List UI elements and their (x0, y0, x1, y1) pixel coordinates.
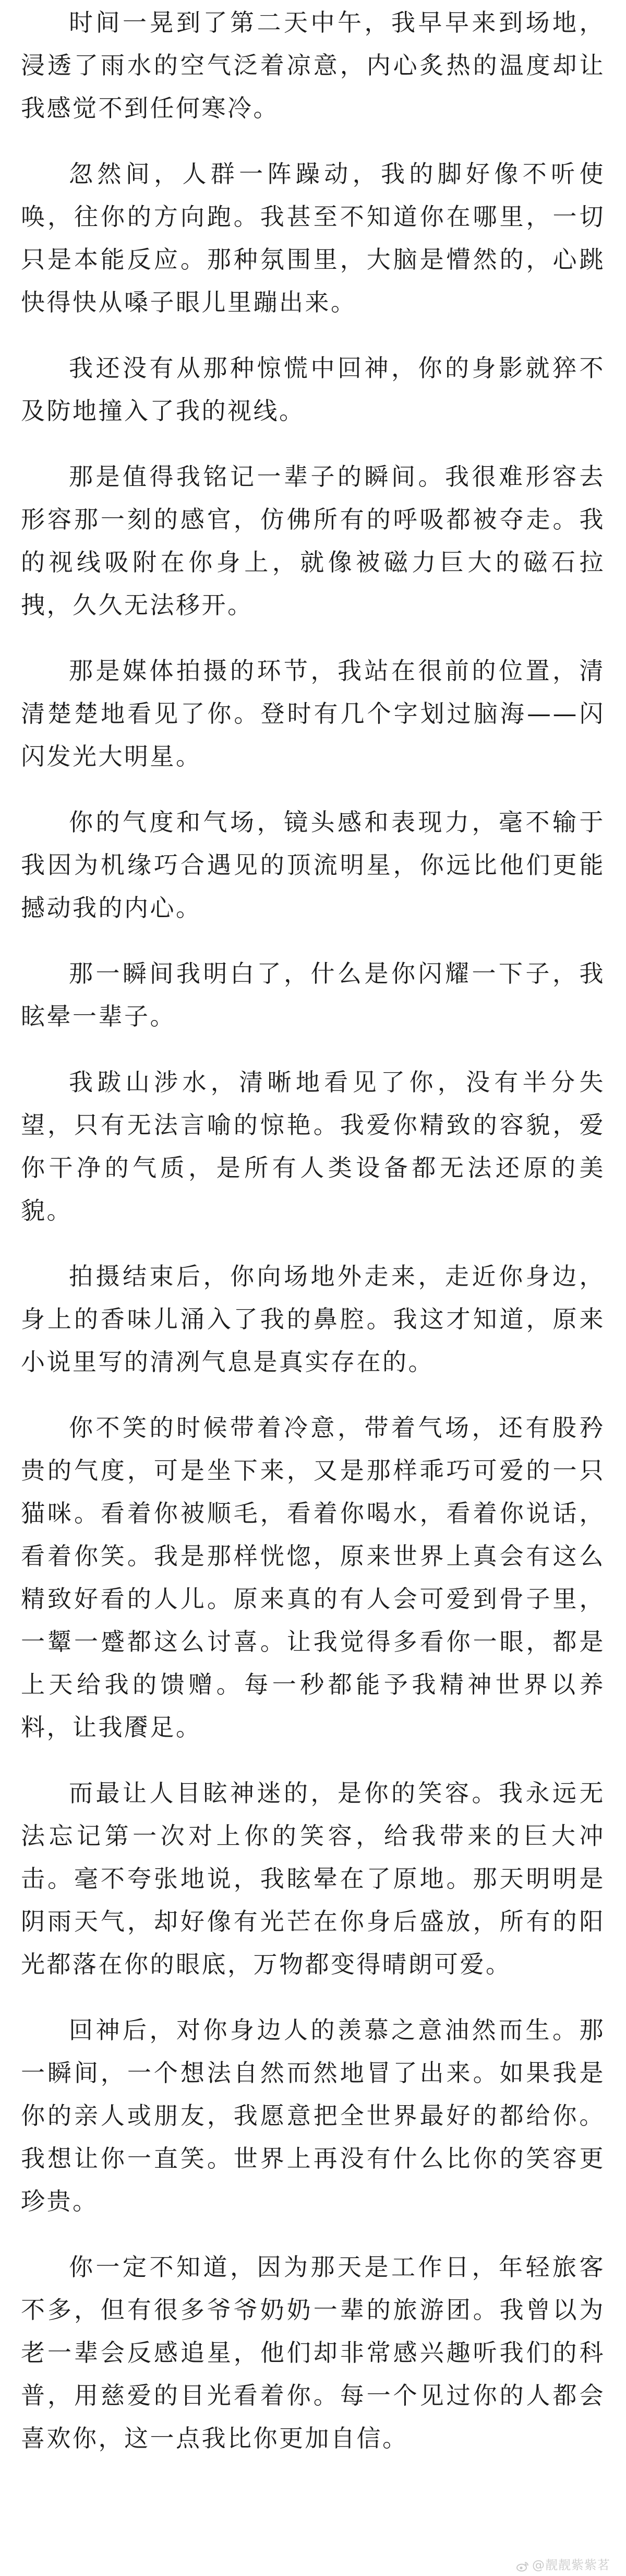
article-paragraph: 拍摄结束后，你向场地外走来，走近你身边，身上的香味儿涌入了我的鼻腔。我这才知道，原来小说里写的清冽气息是真实存在的。 (21, 1262, 605, 1376)
article-paragraph: 时间一晃到了第二天中午，我早早来到场地，浸透了雨水的空气泛着凉意，内心炙热的温度却让我感觉不到任何寒冷。 (21, 8, 605, 122)
watermark (516, 2557, 610, 2573)
article-paragraph: 那一瞬间我明白了，什么是你闪耀一下子，我眩晕一辈子。 (21, 959, 605, 1030)
weibo-icon (516, 2560, 529, 2570)
article-paragraph: 你一定不知道，因为那天是工作日，年轻旅客不多，但有很多爷爷奶奶一辈的旅游团。我曾以为老一辈会反感追星，他们却非常感兴趣听我们的科普，用慈爱的目光看着你。每一个见过你的人都会喜欢你，这一点我比你更加自信。 (21, 2253, 605, 2452)
article-paragraph: 那是值得我铭记一辈子的瞬间。我很难形容去形容那一刻的感官，仿佛所有的呼吸都被夺走。我的视线吸附在你身上，就像被磁力巨大的磁石拉拽，久久无法移开。 (21, 462, 605, 619)
article-paragraph: 那是媒体拍摄的环节，我站在很前的位置，清清楚楚地看见了你。登时有几个字划过脑海——闪闪发光大明星。 (21, 657, 605, 770)
article-paragraph: 你的气度和气场，镜头感和表现力，毫不输于我因为机缘巧合遇见的顶流明星，你远比他们更能撼动我的内心。 (21, 808, 605, 922)
article-paragraph: 我还没有从那种惊慌中回神，你的身影就猝不及防地撞入了我的视线。 (21, 354, 605, 425)
article-paragraph: 我跋山涉水，清晰地看见了你，没有半分失望，只有无法言喻的惊艳。我爱你精致的容貌，爱你干净的气质，是所有人类设备都无法还原的美貌。 (21, 1068, 605, 1225)
article-paragraph: 忽然间，人群一阵躁动，我的脚好像不听使唤，往你的方向跑。我甚至不知道你在哪里，一切只是本能反应。那种氛围里，大脑是懵然的，心跳快得快从嗓子眼儿里蹦出来。 (21, 160, 605, 316)
watermark-text: @靓靓紫紫茗 (532, 2558, 610, 2572)
article-paragraph: 而最让人目眩神迷的，是你的笑容。我永远无法忘记第一次对上你的笑容，给我带来的巨大冲击。毫不夸张地说，我眩晕在了原地。那天明明是阴雨天气，却好像有光芒在你身后盛放，所有的阳光都落在你的眼底，万物都变得晴朗可爱。 (21, 1779, 605, 1978)
article-paragraph: 回神后，对你身边人的羡慕之意油然而生。那一瞬间，一个想法自然而然地冒了出来。如果我是你的亲人或朋友，我愿意把全世界最好的都给你。我想让你一直笑。世界上再没有什么比你的笑容更珍贵。 (21, 2016, 605, 2215)
article-paragraph: 你不笑的时候带着冷意，带着气场，还有股矜贵的气度，可是坐下来，又是那样乖巧可爱的一只猫咪。看着你被顺毛，看着你喝水，看着你说话，看着你笑。我是那样恍惚，原来世界上真会有这么精致好看的人儿。原来真的有人会可爱到骨子里，一颦一蹙都这么讨喜。让我觉得多看你一眼，都是上天给我的馈赠。每一秒都能予我精神世界以养料，让我餍足。 (21, 1414, 605, 1741)
